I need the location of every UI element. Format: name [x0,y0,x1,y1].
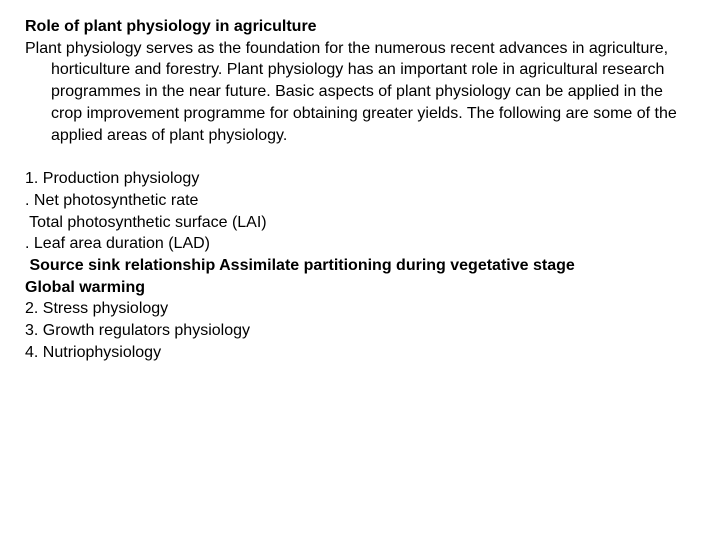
list-item-growth-regulators-physiology: 3. Growth regulators physiology [25,322,250,340]
list-item-leaf-area-duration: . Leaf area duration (LAD) [25,235,210,253]
list-item-source-sink-relationship: Source sink relationship Assimilate partitioning during vegetative stage [25,257,575,275]
applied-areas-list [25,168,695,363]
list-item-stress-physiology: 2. Stress physiology [25,300,169,318]
list-item-nutriophysiology: 4. Nutriophysiology [25,343,162,361]
slide-content [25,16,695,364]
list-item-production-physiology: 1. Production physiology [25,170,200,188]
intro-paragraph: Plant physiology serves as the foundation for the numerous recent advances in agriculture, horticulture and forestry. Plant physiology has an important role in agricultural research programmes in the near future. Basic aspects of plant physiology can be applied in the crop improvement programme for obtaining greater yields. The following are some of the applied areas of plant physiology. [25,39,677,144]
list-item-net-photosynthetic-rate: . Net photosynthetic rate [25,191,199,209]
spacer [25,146,695,168]
slide-title: Role of plant physiology in agriculture [25,18,317,35]
list-item-total-photosynthetic-surface: Total photosynthetic surface (LAI) [25,213,267,231]
list-item-global-warming: Global warming [25,278,146,296]
